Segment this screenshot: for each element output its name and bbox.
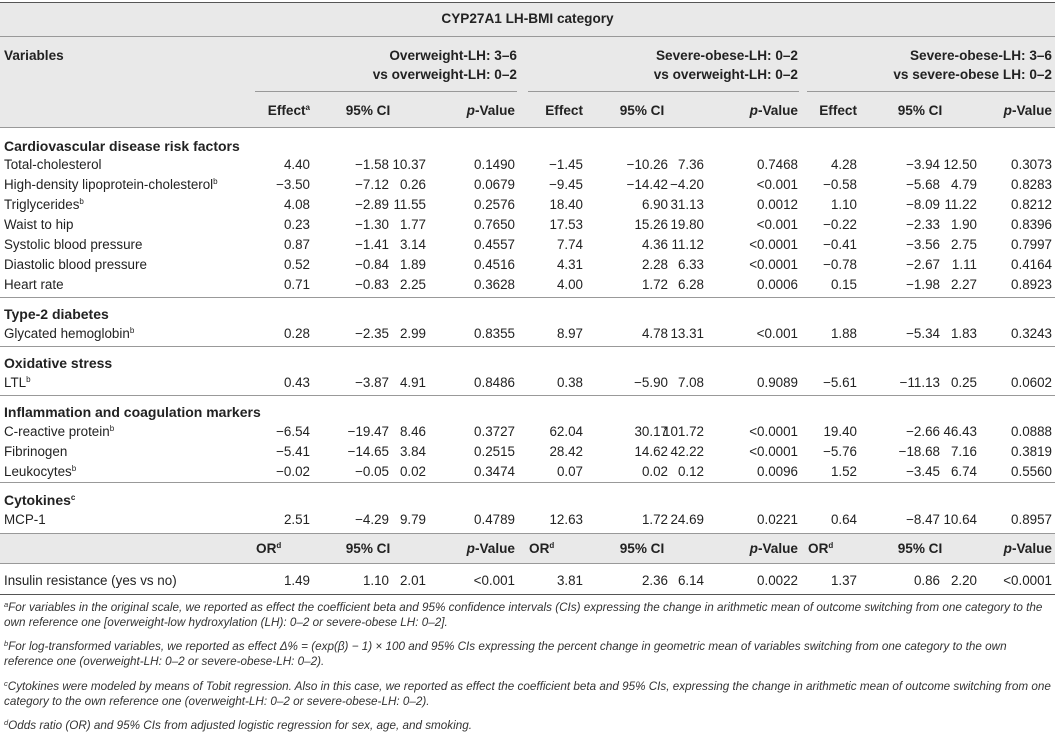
row-label: Glycated hemoglobin$^b$ — [4, 326, 135, 341]
p-value-header: p-Value — [749, 103, 798, 118]
ci-header: 95% CI — [345, 541, 391, 556]
table-cell: 0.3243 — [1011, 326, 1052, 341]
table-cell: 4.36 — [641, 237, 668, 252]
table-cell: 2.99 — [399, 326, 426, 341]
section-heading: Cytokines$^c$ — [4, 492, 76, 508]
table-cell: −5.76 — [823, 444, 857, 459]
table-cell: 6.14 — [677, 573, 704, 588]
table-cell: 2.36 — [641, 573, 668, 588]
row-label: Heart rate — [4, 277, 64, 292]
group-2-rule — [528, 91, 799, 92]
table-cell: 2.75 — [950, 237, 977, 252]
p-value-header: p-Value — [749, 541, 798, 556]
table-cell: 0.71 — [283, 277, 310, 292]
table-cell: 7.74 — [556, 237, 583, 252]
table-cell: 2.25 — [399, 277, 426, 292]
table-cell: 0.3073 — [1011, 157, 1052, 172]
table-cell: 19.80 — [670, 217, 704, 232]
group-3-rule — [807, 91, 1055, 92]
table-cell: 0.26 — [399, 177, 426, 192]
table-cell: 1.49 — [283, 573, 310, 588]
section-rule-diabetes — [0, 297, 1055, 298]
table-cell: 11.22 — [944, 197, 977, 212]
footnote-a: $^a$For variables in the original scale, we reported as effect the coefficient beta and 95% confidence intervals (CIs) expressing the change in arithmetic mean of outcome switching from one category to the own reference one [overweight-low hydroxylation (LH): 0–2 or severe-obese LH: 0–2]. — [4, 600, 1043, 629]
table-cell: −0.84 — [355, 257, 389, 272]
row-label: Total-cholesterol — [4, 157, 102, 172]
table-cell: −0.41 — [823, 237, 857, 252]
table-cell: 0.3819 — [1011, 444, 1052, 459]
table-cell: 0.1490 — [474, 157, 515, 172]
footnote-marker: b — [4, 639, 9, 648]
table-cell: 0.8923 — [1011, 277, 1052, 292]
table-title: CYP27A1 LH-BMI category — [441, 11, 614, 26]
table-cell: −3.45 — [906, 464, 940, 479]
table-cell: −2.33 — [906, 217, 940, 232]
title-rule — [0, 36, 1055, 37]
footnote-marker: b — [26, 375, 31, 384]
table-cell: 4.40 — [283, 157, 310, 172]
table-cell: −0.02 — [276, 464, 310, 479]
table-cell: 2.27 — [950, 277, 977, 292]
table-cell: −8.09 — [906, 197, 940, 212]
table-cell: −19.47 — [347, 424, 389, 439]
table-cell: 0.25 — [950, 375, 977, 390]
table-cell: 1.10 — [830, 197, 857, 212]
table-cell: 101.72 — [663, 424, 704, 439]
table-cell: −5.68 — [906, 177, 940, 192]
table-cell: 0.38 — [556, 375, 583, 390]
table-cell: 7.08 — [677, 375, 704, 390]
table-cell: −5.34 — [906, 326, 940, 341]
section-rule-cytokines — [0, 482, 1055, 483]
or-header: $OR^d$ — [529, 541, 555, 556]
table-cell: −1.41 — [355, 237, 389, 252]
table-cell: 10.64 — [943, 512, 977, 527]
table-cell: 4.79 — [950, 177, 977, 192]
table-cell: 1.89 — [399, 257, 426, 272]
table-cell: <0.001 — [756, 326, 798, 341]
table-cell: 2.51 — [283, 512, 310, 527]
table-cell: 1.88 — [830, 326, 857, 341]
table-cell: −1.58 — [355, 157, 389, 172]
table-cell: 13.31 — [670, 326, 704, 341]
table-cell: 0.3628 — [474, 277, 515, 292]
table-cell: 0.7997 — [1011, 237, 1052, 252]
table-cell: 4.31 — [556, 257, 583, 272]
table-cell: 4.78 — [641, 326, 668, 341]
table-cell: 0.15 — [830, 277, 857, 292]
footnote-marker: a — [4, 600, 9, 609]
table-cell: −8.47 — [906, 512, 940, 527]
table-cell: 0.9089 — [757, 375, 798, 390]
effect-header: Effect — [819, 103, 857, 118]
table-cell: −0.83 — [355, 277, 389, 292]
table-cell: 7.16 — [950, 444, 977, 459]
table-cell: 3.14 — [399, 237, 426, 252]
group-1-header-line2: vs overweight-LH: 0–2 — [372, 67, 517, 82]
table-cell: 1.83 — [950, 326, 977, 341]
table-cell: −2.67 — [906, 257, 940, 272]
table-cell: 62.04 — [549, 424, 583, 439]
table-cell: <0.001 — [756, 217, 798, 232]
table-cell: 0.2515 — [474, 444, 515, 459]
table-cell: 0.0602 — [1011, 375, 1052, 390]
table-cell: 28.42 — [549, 444, 583, 459]
table-cell: 1.10 — [362, 573, 389, 588]
table-cell: 0.02 — [641, 464, 668, 479]
table-cell: −5.61 — [823, 375, 857, 390]
table-cell: 0.3727 — [474, 424, 515, 439]
table-cell: <0.001 — [756, 177, 798, 192]
top-rule — [0, 2, 1055, 3]
or-header-bottom-rule — [0, 563, 1055, 564]
table-cell: <0.001 — [473, 573, 515, 588]
table-cell: 0.8355 — [474, 326, 515, 341]
table-cell: 2.28 — [641, 257, 668, 272]
table-cell: 15.26 — [634, 217, 668, 232]
table-cell: 0.23 — [283, 217, 310, 232]
table-cell: 4.91 — [399, 375, 426, 390]
table-cell: 4.00 — [556, 277, 583, 292]
row-label: Fibrinogen — [4, 444, 68, 459]
table-cell: −2.35 — [355, 326, 389, 341]
header-bottom-rule — [0, 127, 1055, 128]
table-cell: 1.90 — [950, 217, 977, 232]
footnote-marker: d — [549, 541, 555, 550]
row-label: MCP-1 — [4, 512, 46, 527]
row-label: Waist to hip — [4, 217, 74, 232]
table-cell: 24.69 — [670, 512, 704, 527]
table-cell: <0.0001 — [1003, 573, 1052, 588]
table-cell: 0.28 — [283, 326, 310, 341]
footnote-c: $^c$Cytokines were modeled by means of Tobit regression. Also in this case, we reported as effect the coefficient beta and 95% CIs, expressing the change in arithmetic mean of outcome switching from one category to the own reference one (overweight-LH: 0–2 or severe-obese-LH: 0–2). — [4, 679, 1051, 708]
footnote-d: $^d$Odds ratio (OR) and 95% CIs from adjusted logistic regression for sex, age, and smoking. — [4, 718, 472, 732]
row-label: Systolic blood pressure — [4, 237, 143, 252]
table-cell: 0.0022 — [757, 573, 798, 588]
ci-header: 95% CI — [345, 103, 391, 118]
table-cell: 8.97 — [556, 326, 583, 341]
table-cell: −7.12 — [355, 177, 389, 192]
section-heading: Cardiovascular disease risk factors — [4, 138, 240, 154]
table-cell: 0.3474 — [474, 464, 515, 479]
or-header: $OR^d$ — [808, 541, 834, 556]
table-cell: 11.12 — [671, 237, 704, 252]
table-cell: 18.40 — [549, 197, 583, 212]
ci-header: 95% CI — [897, 541, 943, 556]
table-cell: 0.12 — [677, 464, 704, 479]
row-label: Leukocytes$^b$ — [4, 464, 77, 479]
ci-header: 95% CI — [619, 103, 665, 118]
table-cell: 0.7650 — [474, 217, 515, 232]
table-cell: 2.01 — [399, 573, 426, 588]
row-label: High-density lipoprotein-cholesterol$^b$ — [4, 177, 218, 192]
table-cell: −0.78 — [823, 257, 857, 272]
table-cell: <0.0001 — [749, 444, 798, 459]
table-cell: −10.26 — [626, 157, 668, 172]
group-2-header-line2: vs overweight-LH: 0–2 — [653, 67, 798, 82]
table-cell: 0.87 — [283, 237, 310, 252]
table-cell: −18.68 — [898, 444, 940, 459]
table-cell: −11.13 — [899, 375, 940, 390]
row-label: Diastolic blood pressure — [4, 257, 147, 272]
table-cell: 3.81 — [556, 573, 583, 588]
footnote-marker: b — [213, 177, 218, 186]
section-heading: Oxidative stress — [4, 355, 113, 371]
footnote-marker: d — [828, 541, 834, 550]
table-cell: 8.46 — [399, 424, 426, 439]
footnote-marker: c — [70, 493, 76, 502]
table-cell: 46.43 — [943, 424, 977, 439]
table-cell: −14.65 — [347, 444, 389, 459]
table-cell: 42.22 — [670, 444, 704, 459]
table-cell: −0.05 — [355, 464, 389, 479]
table-cell: −3.94 — [906, 157, 940, 172]
table-cell: 0.8396 — [1011, 217, 1052, 232]
effect-header: Effect$^a$ — [267, 103, 310, 118]
section-heading: Inflammation and coagulation markers — [4, 404, 261, 420]
table-cell: 0.86 — [913, 573, 940, 588]
table-cell: 0.0006 — [757, 277, 798, 292]
table-cell: 0.7468 — [757, 157, 798, 172]
footnote-b: $^b$For log-transformed variables, we reported as effect Δ% = (exp(β) − 1) × 100 and 95% CIs expressing the percent change in geometric mean of variables switching from one category to the own reference one (overweight-LH: 0–2 or severe-obese-LH: 0–2). — [4, 639, 1007, 668]
table-cell: −0.22 — [823, 217, 857, 232]
table-cell: 0.8957 — [1011, 512, 1052, 527]
table-cell: −4.29 — [355, 512, 389, 527]
table-bottom-rule — [0, 594, 1055, 595]
table-cell: −2.66 — [906, 424, 940, 439]
p-value-header: p-Value — [466, 541, 515, 556]
table-cell: 14.62 — [634, 444, 668, 459]
table-cell: 1.11 — [951, 257, 977, 272]
footnote-marker: d — [4, 718, 9, 727]
variables-header: Variables — [4, 48, 64, 63]
table-cell: −1.45 — [549, 157, 583, 172]
table-cell: 6.90 — [641, 197, 668, 212]
table-cell: 30.17 — [634, 424, 668, 439]
row-label: C-reactive protein$^b$ — [4, 424, 115, 439]
table-cell: 3.84 — [399, 444, 426, 459]
table-cell: 4.28 — [830, 157, 857, 172]
table-cell: 11.55 — [393, 197, 426, 212]
section-heading: Type-2 diabetes — [4, 306, 109, 322]
table-cell: 0.4164 — [1011, 257, 1052, 272]
table-cell: <0.0001 — [749, 237, 798, 252]
table-cell: 0.0096 — [757, 464, 798, 479]
row-label: LTL$^b$ — [4, 375, 31, 390]
ci-header: 95% CI — [619, 541, 665, 556]
table-cell: 12.50 — [943, 157, 977, 172]
p-value-header: p-Value — [466, 103, 515, 118]
table-cell: 4.08 — [283, 197, 310, 212]
table-cell: −3.87 — [355, 375, 389, 390]
footnote-marker: c — [4, 679, 8, 688]
table-cell: 1.77 — [399, 217, 426, 232]
table-cell: 6.74 — [950, 464, 977, 479]
table-cell: 0.4789 — [474, 512, 515, 527]
table-cell: −0.58 — [823, 177, 857, 192]
table-cell: 0.8486 — [474, 375, 515, 390]
table-cell: 9.79 — [399, 512, 426, 527]
table-cell: 0.8212 — [1011, 197, 1052, 212]
table-cell: −2.89 — [355, 197, 389, 212]
table-cell: 0.52 — [283, 257, 310, 272]
table-cell: 0.07 — [556, 464, 583, 479]
p-value-header: p-Value — [1003, 541, 1052, 556]
table-cell: 0.43 — [283, 375, 310, 390]
table-cell: −1.98 — [906, 277, 940, 292]
section-rule-oxidative — [0, 346, 1055, 347]
group-3-header-line2: vs severe-obese LH: 0–2 — [893, 67, 1052, 82]
table-cell: 6.33 — [677, 257, 704, 272]
table-cell: 31.13 — [670, 197, 704, 212]
table-cell: 6.28 — [677, 277, 704, 292]
table-cell: −4.20 — [670, 177, 704, 192]
table-cell: −5.90 — [634, 375, 668, 390]
table-cell: 1.52 — [830, 464, 857, 479]
footnote-marker: d — [276, 541, 282, 550]
table-cell: 0.2576 — [474, 197, 515, 212]
table-cell: 1.72 — [641, 277, 668, 292]
footnote-marker: b — [79, 197, 84, 206]
table-cell: 0.64 — [830, 512, 857, 527]
table-cell: −9.45 — [549, 177, 583, 192]
table-cell: 17.53 — [549, 217, 583, 232]
table-cell: −1.30 — [355, 217, 389, 232]
table-cell: 12.63 — [549, 512, 583, 527]
footnote-marker: a — [305, 103, 310, 112]
table-cell: −6.54 — [276, 424, 310, 439]
table-cell: 0.0888 — [1011, 424, 1052, 439]
table-cell: 2.20 — [950, 573, 977, 588]
table-cell: 0.4557 — [474, 237, 515, 252]
table-cell: 1.37 — [830, 573, 857, 588]
table-cell: −3.50 — [276, 177, 310, 192]
ci-header: 95% CI — [897, 103, 943, 118]
table-cell: 0.02 — [399, 464, 426, 479]
p-value-header: p-Value — [1003, 103, 1052, 118]
footnote-marker: b — [129, 326, 135, 335]
group-1-header-line1: Overweight-LH: 3–6 — [389, 48, 517, 63]
group-3-header-line1: Severe-obese-LH: 3–6 — [909, 48, 1052, 63]
section-rule-inflammation — [0, 395, 1055, 396]
footnote-marker: b — [71, 464, 77, 473]
table-cell: 1.72 — [641, 512, 668, 527]
table-cell: <0.0001 — [749, 257, 798, 272]
table-cell: 0.0679 — [474, 177, 515, 192]
table-cell: 7.36 — [677, 157, 704, 172]
group-1-rule — [255, 91, 517, 92]
group-2-header-line1: Severe-obese-LH: 0–2 — [655, 48, 798, 63]
effect-header: Effect — [545, 103, 583, 118]
table-cell: −3.56 — [906, 237, 940, 252]
table-cell: 0.4516 — [474, 257, 515, 272]
table-cell: 0.0012 — [757, 197, 798, 212]
or-header: $OR^d$ — [256, 541, 282, 556]
table-cell: 19.40 — [823, 424, 857, 439]
row-label: Insulin resistance (yes vs no) — [4, 573, 177, 588]
table-cell: 0.8283 — [1011, 177, 1052, 192]
table-cell: <0.0001 — [749, 424, 798, 439]
table-cell: −5.41 — [276, 444, 310, 459]
table-cell: 0.0221 — [757, 512, 798, 527]
or-header-top-rule — [0, 533, 1055, 534]
table-cell: −14.42 — [626, 177, 668, 192]
row-label: Triglycerides$^b$ — [4, 197, 84, 212]
table-cell: 10.37 — [392, 157, 426, 172]
table-cell: 0.5560 — [1011, 464, 1052, 479]
footnote-marker: b — [109, 424, 115, 433]
